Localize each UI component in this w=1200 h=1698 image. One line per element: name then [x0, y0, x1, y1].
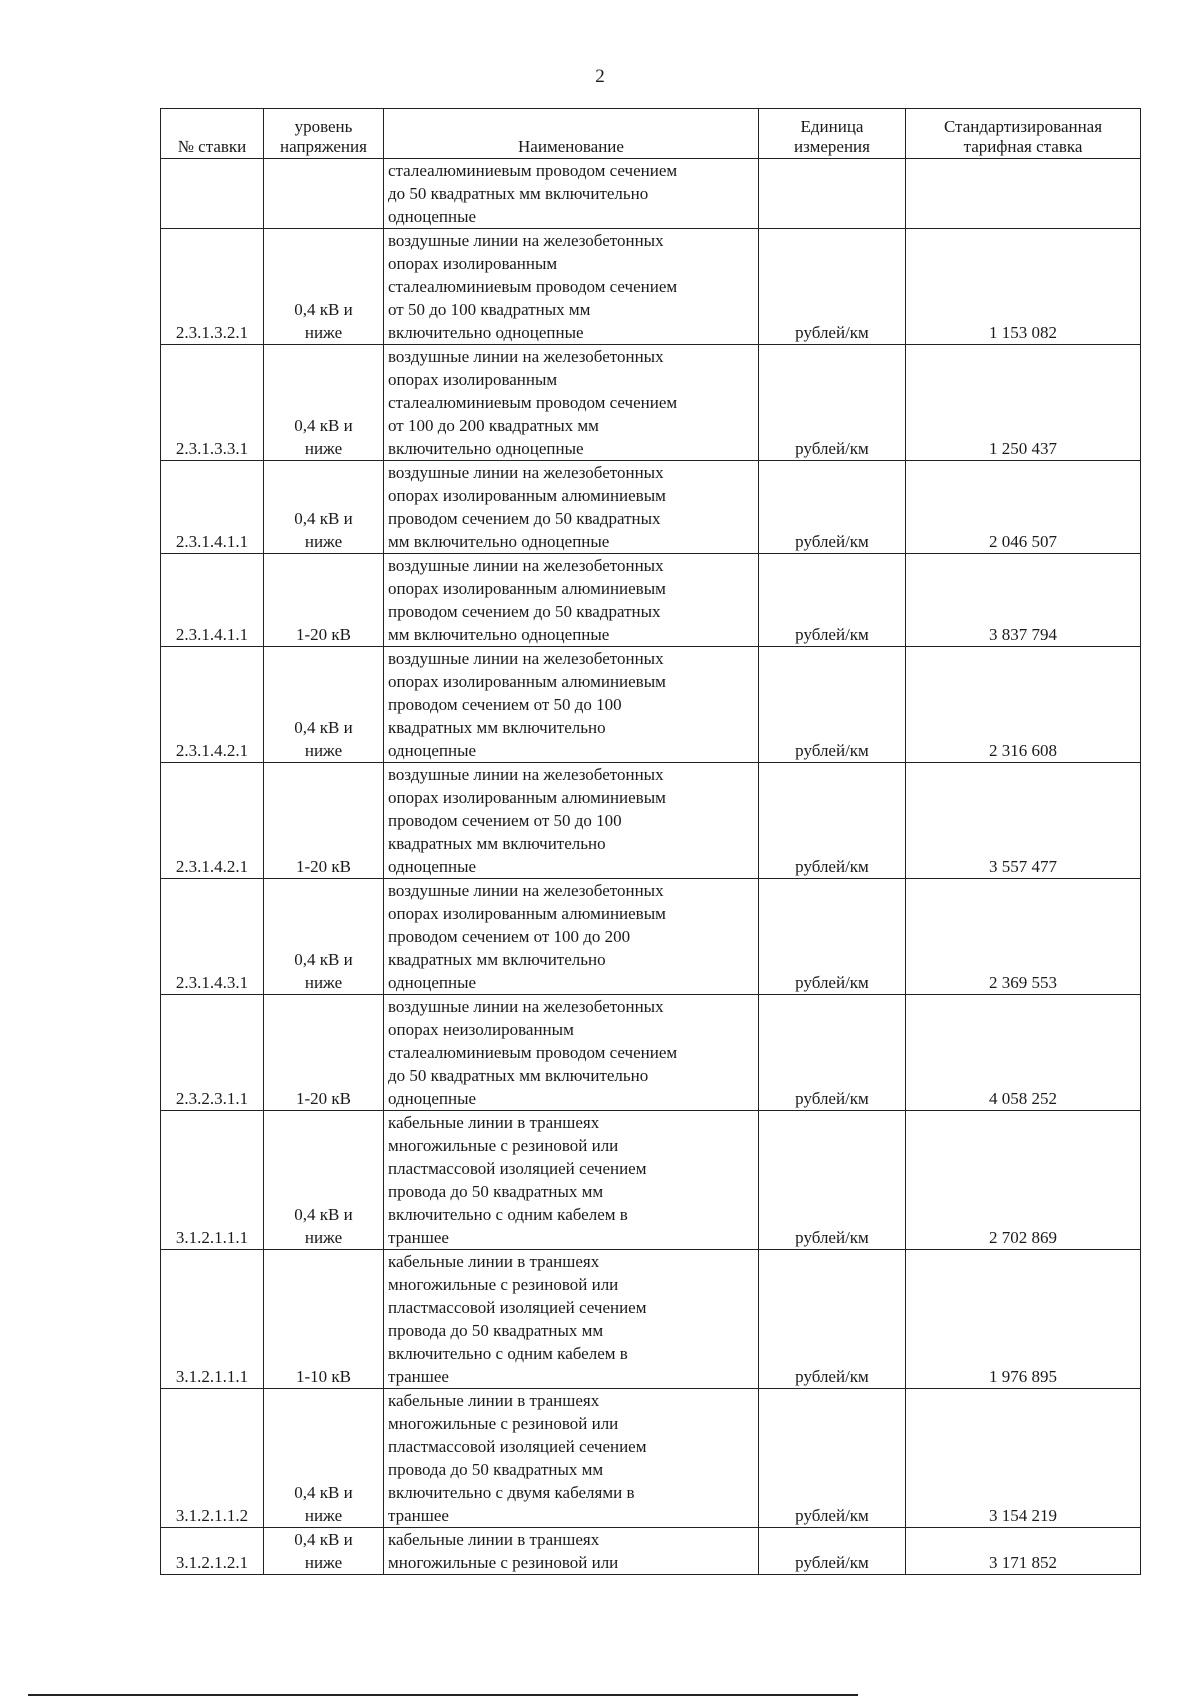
- rate-number-cell: 3.1.2.1.1.1: [161, 1111, 264, 1250]
- voltage-cell: 1-20 кВ: [264, 763, 384, 879]
- name-cell: кабельные линии в траншеях многожильные с резиновой или пластмассовой изоляцией сечением провода до 50 квадратных мм включительно с двумя кабелями в траншее: [384, 1389, 759, 1528]
- header-voltage: уровень напряжения: [264, 109, 384, 159]
- rate-number-cell: 2.3.1.4.2.1: [161, 763, 264, 879]
- table-header-row: [161, 109, 1141, 159]
- voltage-cell: 1-20 кВ: [264, 995, 384, 1111]
- header-name: Наименование: [384, 109, 759, 159]
- voltage-cell: 0,4 кВ и ниже: [264, 1389, 384, 1528]
- header-rate-no: № ставки: [161, 109, 264, 159]
- rate-number-cell: 2.3.1.4.3.1: [161, 879, 264, 995]
- voltage-cell: 0,4 кВ и ниже: [264, 229, 384, 345]
- name-cell: кабельные линии в траншеях многожильные с резиновой или пластмассовой изоляцией сечением провода до 50 квадратных мм включительно с одним кабелем в траншее: [384, 1250, 759, 1389]
- unit-cell: рублей/км: [759, 229, 906, 345]
- rate-cell: 2 702 869: [906, 1111, 1141, 1250]
- name-cell: сталеалюминиевым проводом сечением до 50 квадратных мм включительно одноцепные: [384, 159, 759, 229]
- table-row: [161, 879, 1141, 995]
- rate-cell: 3 837 794: [906, 554, 1141, 647]
- voltage-cell: 0,4 кВ и ниже: [264, 461, 384, 554]
- table-row: [161, 763, 1141, 879]
- name-cell: воздушные линии на железобетонных опорах изолированным алюминиевым проводом сечением от 50 до 100 квадратных мм включительно одноцепные: [384, 763, 759, 879]
- rate-number-cell: [161, 159, 264, 229]
- unit-cell: рублей/км: [759, 879, 906, 995]
- table-row: [161, 461, 1141, 554]
- table-row: [161, 345, 1141, 461]
- rate-number-cell: 2.3.2.3.1.1: [161, 995, 264, 1111]
- voltage-cell: 0,4 кВ и ниже: [264, 345, 384, 461]
- name-cell: воздушные линии на железобетонных опорах изолированным алюминиевым проводом сечением от 100 до 200 квадратных мм включительно одноцепные: [384, 879, 759, 995]
- voltage-cell: 1-10 кВ: [264, 1250, 384, 1389]
- name-cell: воздушные линии на железобетонных опорах изолированным алюминиевым проводом сечением до 50 квадратных мм включительно одноцепные: [384, 554, 759, 647]
- rate-cell: 3 557 477: [906, 763, 1141, 879]
- rate-number-cell: 3.1.2.1.2.1: [161, 1528, 264, 1575]
- name-cell: кабельные линии в траншеях многожильные с резиновой или: [384, 1528, 759, 1575]
- unit-cell: рублей/км: [759, 461, 906, 554]
- voltage-cell: 0,4 кВ и ниже: [264, 1111, 384, 1250]
- name-cell: воздушные линии на железобетонных опорах изолированным сталеалюминиевым проводом сечением от 100 до 200 квадратных мм включительно одноцепные: [384, 345, 759, 461]
- page-footer-rule: [28, 1694, 858, 1696]
- table-row: [161, 1528, 1141, 1575]
- unit-cell: рублей/км: [759, 647, 906, 763]
- name-cell: воздушные линии на железобетонных опорах изолированным сталеалюминиевым проводом сечением от 50 до 100 квадратных мм включительно одноцепные: [384, 229, 759, 345]
- rate-cell: 1 976 895: [906, 1250, 1141, 1389]
- rate-cell: 3 171 852: [906, 1528, 1141, 1575]
- rate-cell: 2 046 507: [906, 461, 1141, 554]
- table-row: [161, 1389, 1141, 1528]
- rate-number-cell: 3.1.2.1.1.1: [161, 1250, 264, 1389]
- table-row: [161, 159, 1141, 229]
- voltage-cell: 0,4 кВ и ниже: [264, 1528, 384, 1575]
- voltage-cell: 0,4 кВ и ниже: [264, 647, 384, 763]
- name-cell: воздушные линии на железобетонных опорах изолированным алюминиевым проводом сечением до 50 квадратных мм включительно одноцепные: [384, 461, 759, 554]
- header-unit: Единица измерения: [759, 109, 906, 159]
- table-body: [161, 159, 1141, 1575]
- table-row: [161, 229, 1141, 345]
- voltage-cell: 1-20 кВ: [264, 554, 384, 647]
- header-rate: Стандартизированная тарифная ставка: [906, 109, 1141, 159]
- table-row: [161, 647, 1141, 763]
- rate-number-cell: 2.3.1.4.1.1: [161, 461, 264, 554]
- unit-cell: [759, 159, 906, 229]
- rate-number-cell: 2.3.1.3.2.1: [161, 229, 264, 345]
- table-row: [161, 554, 1141, 647]
- rate-cell: 2 316 608: [906, 647, 1141, 763]
- unit-cell: рублей/км: [759, 554, 906, 647]
- unit-cell: рублей/км: [759, 763, 906, 879]
- tariff-table: [160, 108, 1141, 1575]
- rate-cell: 4 058 252: [906, 995, 1141, 1111]
- unit-cell: рублей/км: [759, 1389, 906, 1528]
- unit-cell: рублей/км: [759, 345, 906, 461]
- name-cell: воздушные линии на железобетонных опорах изолированным алюминиевым проводом сечением от 50 до 100 квадратных мм включительно одноцепные: [384, 647, 759, 763]
- unit-cell: рублей/км: [759, 1111, 906, 1250]
- table-row: [161, 1250, 1141, 1389]
- table-row: [161, 1111, 1141, 1250]
- table-row: [161, 995, 1141, 1111]
- rate-cell: 1 153 082: [906, 229, 1141, 345]
- name-cell: воздушные линии на железобетонных опорах неизолированным сталеалюминиевым проводом сечением до 50 квадратных мм включительно одноцепные: [384, 995, 759, 1111]
- rate-number-cell: 2.3.1.4.2.1: [161, 647, 264, 763]
- name-cell: кабельные линии в траншеях многожильные с резиновой или пластмассовой изоляцией сечением провода до 50 квадратных мм включительно с одним кабелем в траншее: [384, 1111, 759, 1250]
- rate-number-cell: 2.3.1.4.1.1: [161, 554, 264, 647]
- voltage-cell: 0,4 кВ и ниже: [264, 879, 384, 995]
- rate-number-cell: 2.3.1.3.3.1: [161, 345, 264, 461]
- rate-cell: 3 154 219: [906, 1389, 1141, 1528]
- unit-cell: рублей/км: [759, 1528, 906, 1575]
- rate-cell: 2 369 553: [906, 879, 1141, 995]
- unit-cell: рублей/км: [759, 1250, 906, 1389]
- voltage-cell: [264, 159, 384, 229]
- rate-number-cell: 3.1.2.1.1.2: [161, 1389, 264, 1528]
- unit-cell: рублей/км: [759, 995, 906, 1111]
- rate-cell: 1 250 437: [906, 345, 1141, 461]
- rate-cell: [906, 159, 1141, 229]
- page-number: 2: [595, 66, 605, 87]
